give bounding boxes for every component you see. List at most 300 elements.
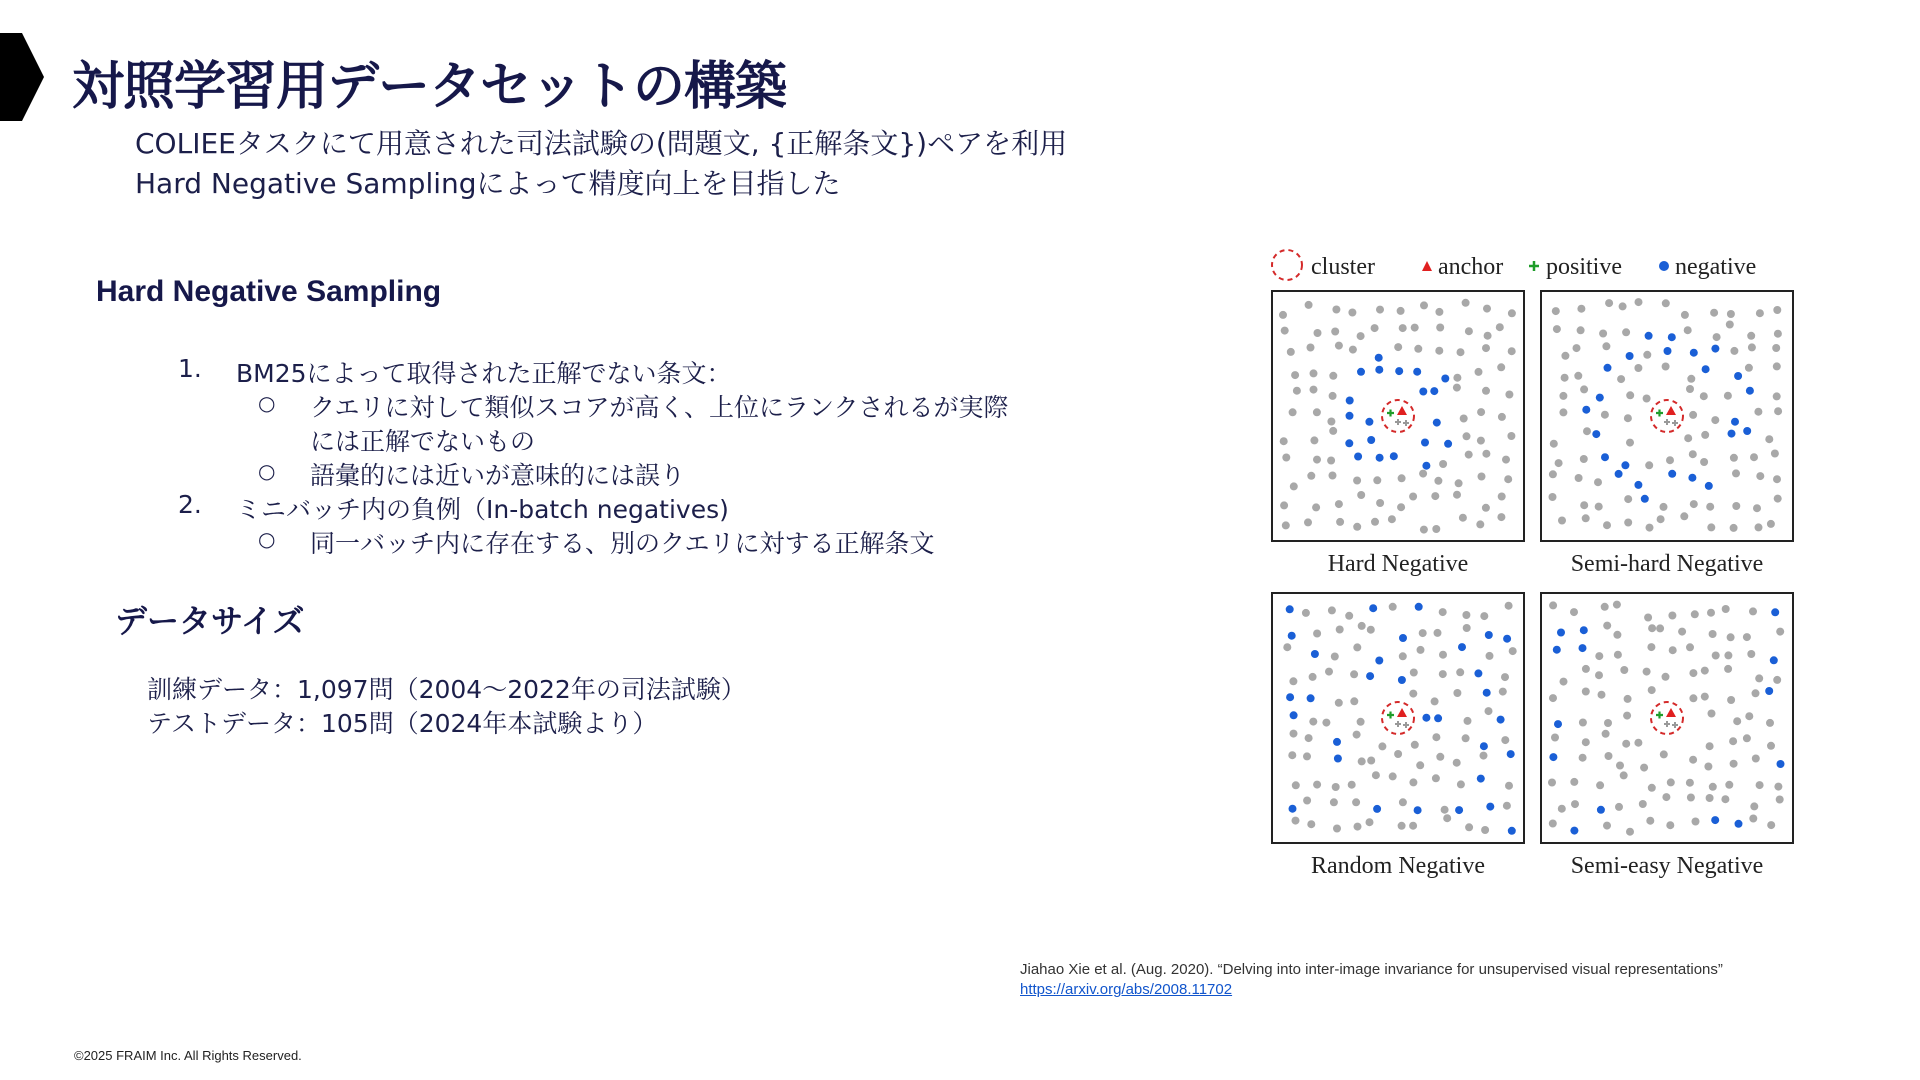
data-size-heading: データサイズ: [115, 602, 305, 640]
sample-point: [1439, 608, 1447, 616]
sample-point: [1549, 694, 1557, 702]
sample-point: [1605, 299, 1613, 307]
negative-point: [1367, 436, 1375, 444]
sample-point: [1482, 344, 1490, 352]
negative-point: [1430, 387, 1438, 395]
sample-point: [1701, 431, 1709, 439]
sample-point: [1281, 327, 1289, 335]
sample-point: [1350, 697, 1358, 705]
negative-point: [1399, 634, 1407, 642]
bullet-icon: ○: [258, 391, 276, 415]
sample-point: [1678, 628, 1686, 636]
sub-item: クエリに対して類似スコアが高く、上位にランクされるが実際: [310, 393, 1009, 422]
sample-point: [1603, 521, 1611, 529]
negative-point: [1346, 397, 1354, 405]
sample-point: [1397, 307, 1405, 315]
sample-point: [1721, 795, 1729, 803]
sample-point: [1774, 783, 1782, 791]
sample-point: [1689, 694, 1697, 702]
sample-point: [1743, 734, 1751, 742]
sample-point: [1420, 526, 1428, 534]
sample-point: [1333, 825, 1341, 833]
sample-point: [1302, 609, 1310, 617]
sample-point: [1752, 755, 1760, 763]
sample-point: [1570, 778, 1578, 786]
sample-point: [1704, 763, 1712, 771]
sample-point: [1312, 503, 1320, 511]
negative-point: [1373, 805, 1381, 813]
sample-point: [1722, 605, 1730, 613]
sample-point: [1726, 321, 1734, 329]
sample-point: [1314, 329, 1322, 337]
sample-point: [1366, 818, 1374, 826]
sample-point: [1561, 374, 1569, 382]
sample-point: [1725, 781, 1733, 789]
sample-point: [1475, 368, 1483, 376]
negative-point: [1357, 368, 1365, 376]
sample-point: [1290, 730, 1298, 738]
sample-point: [1436, 753, 1444, 761]
negative-point: [1415, 603, 1423, 611]
negative-legend-icon: [1659, 261, 1669, 271]
sample-point: [1485, 707, 1493, 715]
sample-point: [1371, 324, 1379, 332]
negative-point: [1398, 676, 1406, 684]
sample-point: [1620, 666, 1628, 674]
sample-point: [1616, 762, 1624, 770]
sample-point: [1325, 668, 1333, 676]
sample-point: [1549, 601, 1557, 609]
sample-point: [1662, 793, 1670, 801]
sample-point: [1686, 385, 1694, 393]
sample-point: [1307, 472, 1315, 480]
sample-point: [1574, 372, 1582, 380]
sample-point: [1459, 514, 1467, 522]
sample-point: [1724, 665, 1732, 673]
sample-point: [1348, 309, 1356, 317]
sample-point: [1435, 308, 1443, 316]
citation-link[interactable]: https://arxiv.org/abs/2008.11702: [1020, 981, 1233, 998]
sample-point: [1453, 374, 1461, 382]
sample-point: [1309, 673, 1317, 681]
sample-point: [1282, 454, 1290, 462]
negative-point: [1765, 687, 1773, 695]
negative-point: [1579, 644, 1587, 652]
sample-point: [1707, 523, 1715, 531]
sample-point: [1409, 493, 1417, 501]
sample-point: [1710, 309, 1718, 317]
sample-point: [1502, 456, 1510, 464]
intro-text: [135, 124, 1067, 204]
sample-point: [1707, 609, 1715, 617]
sample-point: [1756, 309, 1764, 317]
sample-point: [1501, 673, 1509, 681]
sample-point: [1634, 739, 1642, 747]
sample-point: [1623, 712, 1631, 720]
sample-point: [1745, 364, 1753, 372]
negative-point: [1288, 632, 1296, 640]
sample-point: [1303, 752, 1311, 760]
negative-point: [1668, 333, 1676, 341]
sample-point: [1367, 757, 1375, 765]
sample-point: [1684, 326, 1692, 334]
sample-point: [1332, 306, 1340, 314]
negative-point: [1474, 669, 1482, 677]
sample-point: [1657, 515, 1665, 523]
intro-line: COLIEEタスクにて用意された司法試験の(問題文, {正解条文})ペアを利用: [135, 127, 1068, 160]
sample-point: [1460, 415, 1468, 423]
sample-point: [1462, 299, 1470, 307]
sample-point: [1505, 782, 1513, 790]
sample-point: [1288, 751, 1296, 759]
sample-point: [1439, 651, 1447, 659]
sample-point: [1689, 411, 1697, 419]
sample-point: [1409, 690, 1417, 698]
sample-point: [1484, 332, 1492, 340]
negative-point: [1641, 495, 1649, 503]
list-item: BM25によって取得された正解でない条文：: [236, 359, 732, 388]
sample-point: [1399, 798, 1407, 806]
negative-point: [1771, 608, 1779, 616]
negative-point: [1743, 427, 1751, 435]
sample-point: [1443, 814, 1451, 822]
sample-point: [1551, 734, 1559, 742]
sample-point: [1622, 740, 1630, 748]
sample-point: [1624, 695, 1632, 703]
sample-point: [1431, 492, 1439, 500]
sample-point: [1724, 392, 1732, 400]
sample-point: [1420, 301, 1428, 309]
negative-point: [1746, 387, 1754, 395]
sample-point: [1307, 344, 1315, 352]
sample-point: [1648, 686, 1656, 694]
sample-point: [1660, 503, 1668, 511]
negative-point: [1480, 742, 1488, 750]
sample-point: [1709, 630, 1717, 638]
sample-point: [1457, 348, 1465, 356]
sample-point: [1648, 624, 1656, 632]
sample-point: [1389, 603, 1397, 611]
negative-point: [1395, 367, 1403, 375]
data-size-line: テストデータ：105問（2024年本試験より）: [147, 709, 658, 738]
sample-point: [1463, 432, 1471, 440]
sample-point: [1749, 815, 1757, 823]
sample-point: [1376, 306, 1384, 314]
sample-point: [1706, 794, 1714, 802]
sample-point: [1389, 772, 1397, 780]
sample-point: [1336, 518, 1344, 526]
negative-point: [1365, 418, 1373, 426]
sample-point: [1570, 608, 1578, 616]
sample-point: [1292, 781, 1300, 789]
sample-point: [1668, 612, 1676, 620]
negative-point: [1422, 462, 1430, 470]
sample-point: [1604, 719, 1612, 727]
sample-point: [1750, 453, 1758, 461]
negative-point: [1549, 753, 1557, 761]
sample-point: [1700, 392, 1708, 400]
sample-point: [1419, 470, 1427, 478]
sample-point: [1439, 460, 1447, 468]
sample-point: [1730, 347, 1738, 355]
sample-point: [1626, 439, 1634, 447]
sample-point: [1579, 754, 1587, 762]
sample-point: [1644, 614, 1652, 622]
legend-label: cluster: [1311, 254, 1375, 280]
bullet-icon: ○: [258, 459, 276, 483]
sample-point: [1399, 652, 1407, 660]
negative-point: [1369, 604, 1377, 612]
sample-point: [1476, 520, 1484, 528]
sample-point: [1689, 669, 1697, 677]
negative-point: [1777, 760, 1785, 768]
hard-negative-heading: Hard Negative Sampling: [96, 275, 442, 308]
sample-point: [1358, 757, 1366, 765]
negative-point: [1688, 474, 1696, 482]
sample-point: [1335, 342, 1343, 350]
sample-point: [1313, 630, 1321, 638]
legend-label: negative: [1675, 254, 1757, 280]
sample-point: [1329, 427, 1337, 435]
sample-point: [1416, 761, 1424, 769]
negative-point: [1345, 439, 1353, 447]
sample-point: [1354, 823, 1362, 831]
negative-point: [1582, 406, 1590, 414]
figure-panels: [1272, 291, 1793, 879]
negative-point: [1615, 470, 1623, 478]
sample-point: [1626, 828, 1634, 836]
sample-point: [1666, 456, 1674, 464]
sample-point: [1431, 697, 1439, 705]
sample-point: [1561, 352, 1569, 360]
negative-point: [1497, 716, 1505, 724]
sample-point: [1508, 309, 1516, 317]
sample-point: [1552, 307, 1560, 315]
sample-point: [1686, 779, 1694, 787]
negative-point: [1702, 365, 1710, 373]
negative-point: [1770, 656, 1778, 664]
sample-point: [1622, 328, 1630, 336]
sample-point: [1480, 752, 1488, 760]
sample-point: [1549, 493, 1557, 501]
sample-point: [1646, 817, 1654, 825]
sample-point: [1353, 523, 1361, 531]
sample-point: [1687, 794, 1695, 802]
negative-point: [1735, 820, 1743, 828]
sample-point: [1497, 513, 1505, 521]
sample-point: [1436, 324, 1444, 332]
negative-point: [1455, 806, 1463, 814]
sample-point: [1411, 741, 1419, 749]
sample-point: [1599, 330, 1607, 338]
sample-point: [1456, 668, 1464, 676]
sample-point: [1482, 450, 1490, 458]
scatter-panel: [1541, 291, 1793, 577]
citation-text: Jiahao Xie et al. (Aug. 2020). “Delving into inter-image invariance for unsupervised visual representations”: [1020, 961, 1723, 978]
sample-point: [1432, 733, 1440, 741]
sample-point: [1477, 408, 1485, 416]
sample-point: [1378, 742, 1386, 750]
sample-point: [1686, 643, 1694, 651]
sample-point: [1771, 450, 1779, 458]
panel-frame: [1272, 593, 1524, 843]
sample-point: [1582, 738, 1590, 746]
sample-point: [1558, 517, 1566, 525]
sample-point: [1598, 691, 1606, 699]
sample-point: [1773, 676, 1781, 684]
sample-point: [1684, 434, 1692, 442]
sample-point: [1755, 674, 1763, 682]
sample-point: [1773, 475, 1781, 483]
sample-point: [1555, 459, 1563, 467]
negative-point: [1290, 711, 1298, 719]
sample-point: [1624, 495, 1632, 503]
panel-label: Semi-easy Negative: [1570, 853, 1764, 879]
sample-point: [1309, 718, 1317, 726]
negative-point: [1645, 332, 1653, 340]
sample-point: [1352, 798, 1360, 806]
sample-point: [1305, 734, 1313, 742]
sample-point: [1774, 407, 1782, 415]
sample-point: [1417, 646, 1425, 654]
sample-point: [1733, 717, 1741, 725]
sample-point: [1453, 491, 1461, 499]
sample-point: [1575, 474, 1583, 482]
sample-point: [1580, 455, 1588, 463]
sample-point: [1481, 826, 1489, 834]
sample-point: [1372, 771, 1380, 779]
sample-point: [1304, 518, 1312, 526]
sample-point: [1310, 386, 1318, 394]
sample-point: [1455, 479, 1463, 487]
sample-point: [1373, 476, 1381, 484]
sample-point: [1639, 800, 1647, 808]
negative-point: [1664, 347, 1672, 355]
sample-point: [1399, 324, 1407, 332]
sample-point: [1322, 719, 1330, 727]
sample-point: [1410, 669, 1418, 677]
citation: [1020, 960, 1723, 1000]
sample-point: [1700, 458, 1708, 466]
sample-point: [1371, 518, 1379, 526]
negative-point: [1421, 439, 1429, 447]
negative-point: [1553, 646, 1561, 654]
sample-point: [1353, 477, 1361, 485]
sample-point: [1434, 477, 1442, 485]
sample-point: [1620, 771, 1628, 779]
sample-point: [1692, 818, 1700, 826]
sample-point: [1548, 779, 1556, 787]
sample-point: [1662, 363, 1670, 371]
sample-point: [1353, 731, 1361, 739]
sample-point: [1603, 622, 1611, 630]
sample-point: [1730, 760, 1738, 768]
negative-point: [1604, 364, 1612, 372]
negative-point: [1597, 806, 1605, 814]
sample-point: [1498, 413, 1506, 421]
sample-point: [1327, 457, 1335, 465]
sample-point: [1689, 450, 1697, 458]
sample-point: [1773, 306, 1781, 314]
sample-point: [1305, 301, 1313, 309]
sample-point: [1499, 688, 1507, 696]
list-item: ミニバッチ内の負例（In-batch negatives): [236, 495, 729, 524]
negative-point: [1483, 689, 1491, 697]
negative-point: [1626, 352, 1634, 360]
sample-point: [1613, 601, 1621, 609]
sample-point: [1681, 311, 1689, 319]
sample-point: [1666, 821, 1674, 829]
sample-point: [1662, 299, 1670, 307]
sample-point: [1730, 524, 1738, 532]
sample-point: [1376, 499, 1384, 507]
sample-point: [1477, 437, 1485, 445]
negative-point: [1601, 453, 1609, 461]
sample-point: [1752, 689, 1760, 697]
sample-point: [1336, 626, 1344, 634]
sample-point: [1498, 493, 1506, 501]
sample-point: [1577, 305, 1585, 313]
negative-point: [1731, 418, 1739, 426]
sample-point: [1643, 351, 1651, 359]
sample-point: [1773, 392, 1781, 400]
sample-point: [1732, 469, 1740, 477]
sample-point: [1727, 633, 1735, 641]
sample-point: [1462, 611, 1470, 619]
sub-item: 同一バッチ内に存在する、別のクエリに対する正解条文: [310, 529, 935, 558]
sample-point: [1605, 752, 1613, 760]
panel-label: Random Negative: [1311, 853, 1485, 879]
sample-point: [1646, 524, 1654, 532]
legend-label: anchor: [1438, 254, 1504, 280]
negative-point: [1444, 440, 1452, 448]
sample-point: [1549, 820, 1557, 828]
sample-point: [1601, 603, 1609, 611]
sample-point: [1287, 348, 1295, 356]
sample-point: [1496, 323, 1504, 331]
negative-point: [1422, 714, 1430, 722]
sample-point: [1774, 330, 1782, 338]
sample-point: [1350, 670, 1358, 678]
sample-point: [1307, 820, 1315, 828]
negative-point: [1668, 470, 1676, 478]
negative-point: [1376, 454, 1384, 462]
sample-point: [1358, 622, 1366, 630]
sample-point: [1335, 699, 1343, 707]
negative-point: [1503, 635, 1511, 643]
sample-point: [1756, 781, 1764, 789]
sample-point: [1732, 502, 1740, 510]
sample-point: [1480, 612, 1488, 620]
sample-point: [1558, 805, 1566, 813]
sample-point: [1687, 375, 1695, 383]
sample-point: [1712, 652, 1720, 660]
sample-point: [1419, 629, 1427, 637]
sample-point: [1579, 719, 1587, 727]
sample-point: [1397, 503, 1405, 511]
sample-point: [1753, 504, 1761, 512]
sample-point: [1602, 730, 1610, 738]
sample-point: [1293, 387, 1301, 395]
sample-point: [1345, 612, 1353, 620]
sample-point: [1550, 440, 1558, 448]
sample-point: [1571, 800, 1579, 808]
sample-point: [1441, 806, 1449, 814]
sample-point: [1690, 500, 1698, 508]
sample-point: [1773, 362, 1781, 370]
sample-point: [1711, 416, 1719, 424]
negative-point: [1634, 481, 1642, 489]
